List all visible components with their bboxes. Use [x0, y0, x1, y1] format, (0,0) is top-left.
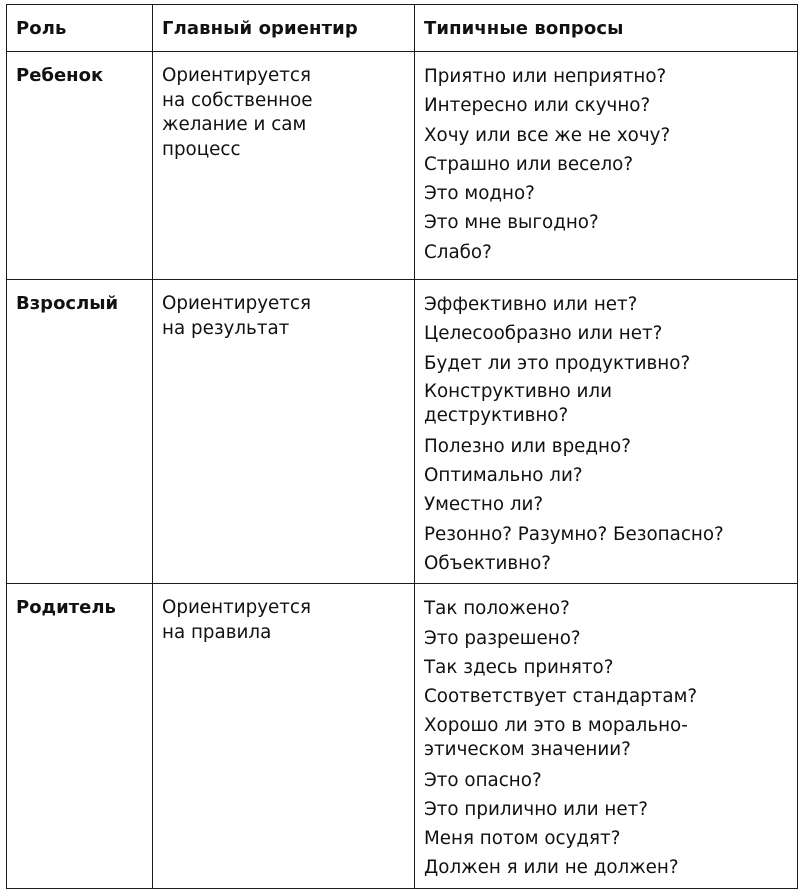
role-cell: Ребенок — [7, 52, 153, 280]
role-cell: Родитель — [7, 584, 153, 888]
role-cell: Взрослый — [7, 280, 153, 584]
question-item: Так здесь принято? — [424, 656, 614, 678]
orientation-cell — [153, 280, 415, 584]
questions-cell — [415, 52, 798, 280]
header-role: Роль — [7, 5, 153, 52]
question-item: Слабо? — [424, 241, 492, 263]
header-questions: Типичные вопросы — [415, 5, 798, 52]
header-row — [7, 5, 798, 52]
orientation-line: процесс — [162, 138, 241, 160]
question-item: Соответствует стандартам? — [424, 686, 698, 708]
header-orientation: Главный ориентир — [153, 5, 415, 52]
question-item: Целесообразно или нет? — [424, 323, 663, 345]
question-item: Хочу или все же не хочу? — [424, 124, 671, 146]
question-item: Это разрешено? — [424, 627, 581, 649]
question-item: Это мне выгодно? — [424, 212, 599, 234]
table-row — [7, 52, 798, 280]
question-item: Конструктивно или деструктивно? — [424, 380, 612, 427]
orientation-line: Ориентируется — [162, 65, 311, 86]
question-item: Оптимально ли? — [424, 465, 583, 487]
question-item: Должен я или не должен? — [424, 857, 679, 879]
question-item: Объективно? — [424, 553, 552, 575]
question-item: Страшно или весело? — [424, 153, 634, 175]
question-item: Это прилично или нет? — [424, 798, 648, 820]
orientation-line: желание и сам — [162, 114, 307, 135]
orientation-line: на правила — [162, 621, 272, 643]
question-item: Это модно? — [424, 183, 535, 205]
question-item: Приятно или неприятно? — [424, 66, 667, 87]
question-item: Это опасно? — [424, 769, 542, 791]
roles-table — [6, 4, 798, 889]
question-item: Меня потом осудят? — [424, 828, 621, 850]
table-row — [7, 280, 798, 584]
orientation-line: на собственное — [162, 89, 313, 111]
orientation-line: на результат — [162, 317, 290, 339]
question-item: Будет ли это продуктивно? — [424, 352, 691, 374]
question-item: Эффективно или нет? — [424, 294, 638, 315]
question-item: Хорошо ли это в морально-этическом значении? — [424, 714, 688, 761]
orientation-line: Ориентируется — [162, 597, 311, 619]
question-item: Так положено? — [424, 598, 570, 620]
questions-cell — [415, 584, 798, 888]
question-item: Полезно или вредно? — [424, 435, 631, 457]
orientation-cell — [153, 52, 415, 280]
questions-cell — [415, 280, 798, 584]
orientation-line: Ориентируется — [162, 293, 311, 314]
orientation-cell — [153, 584, 415, 888]
question-item: Интересно или скучно? — [424, 95, 651, 117]
question-item: Уместно ли? — [424, 494, 544, 516]
question-item: Резонно? Разумно? Безопасно? — [424, 523, 724, 545]
table-row — [7, 584, 798, 888]
